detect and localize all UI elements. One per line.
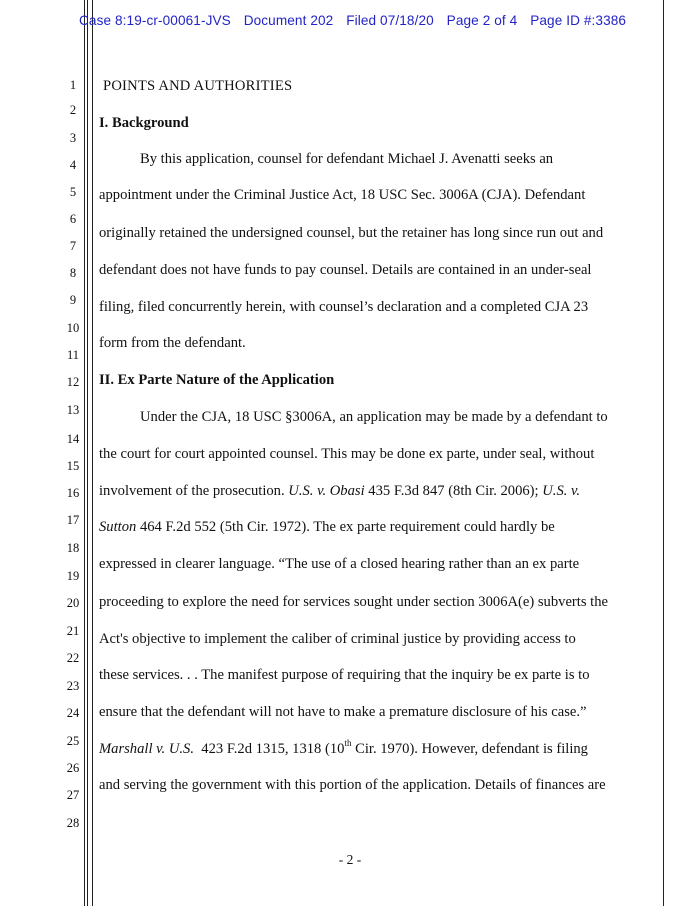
line-number: 23 bbox=[66, 679, 80, 693]
text-run: 464 F.2d 552 (5th Cir. 1972). The ex parte requirement could hardly be bbox=[136, 519, 555, 535]
line-number: 18 bbox=[66, 541, 80, 555]
text-run: Cir. 1970). However, defendant is filing bbox=[351, 741, 588, 757]
section-heading-ex-parte: II. Ex Parte Nature of the Application bbox=[99, 372, 335, 388]
line-number: 10 bbox=[66, 321, 80, 335]
line-number: 12 bbox=[66, 375, 80, 389]
paragraph-line: defendant does not have funds to pay counsel. Details are contained in an under-seal bbox=[99, 262, 592, 278]
line-number: 20 bbox=[66, 596, 80, 610]
paragraph-line: proceeding to explore the need for services sought under section 3006A(e) subverts the bbox=[99, 594, 608, 610]
line-number: 22 bbox=[66, 651, 80, 665]
paragraph-line: ensure that the defendant will not have to make a premature disclosure of his case.” bbox=[99, 704, 587, 720]
case-number: Case 8:19-cr-00061-JVS bbox=[79, 13, 231, 28]
document-title: POINTS AND AUTHORITIES bbox=[103, 78, 293, 94]
paragraph-line bbox=[99, 482, 580, 500]
paragraph-line: these services. . . The manifest purpose of requiring that the inquiry be ex parte is to bbox=[99, 667, 590, 683]
paragraph-line bbox=[99, 518, 555, 536]
text-run: 435 F.3d 847 (8th Cir. 2006); bbox=[364, 483, 543, 499]
paragraph-line: filing, filed concurrently herein, with counsel’s declaration and a completed CJA 23 bbox=[99, 299, 589, 315]
line-number: 16 bbox=[66, 486, 80, 500]
right-margin-rule bbox=[663, 0, 664, 906]
line-number: 21 bbox=[66, 624, 80, 638]
case-citation: U.S. v. bbox=[542, 483, 581, 499]
line-number: 28 bbox=[66, 816, 80, 830]
paragraph-line: Act's objective to implement the caliber of criminal justice by providing access to bbox=[99, 631, 576, 647]
line-number: 9 bbox=[69, 293, 77, 307]
text-run: involvement of the prosecution. bbox=[99, 483, 289, 499]
case-citation: Sutton bbox=[99, 519, 137, 535]
left-margin-rule-inner bbox=[87, 0, 88, 906]
line-number: 27 bbox=[66, 788, 80, 802]
line-number: 26 bbox=[66, 761, 80, 775]
left-margin-rule-text bbox=[92, 0, 93, 906]
page-count: Page 2 of 4 bbox=[446, 13, 518, 28]
line-number: 11 bbox=[66, 348, 80, 362]
paragraph-line: Under the CJA, 18 USC §3006A, an application may be made by a defendant to bbox=[140, 409, 608, 425]
line-number: 5 bbox=[69, 185, 77, 199]
left-margin-rule-outer bbox=[84, 0, 85, 906]
line-number: 13 bbox=[66, 403, 80, 417]
section-heading-background: I. Background bbox=[99, 115, 189, 131]
line-number: 19 bbox=[66, 569, 80, 583]
paragraph-line bbox=[99, 740, 588, 758]
paragraph-line: By this application, counsel for defendant Michael J. Avenatti seeks an bbox=[140, 151, 554, 167]
line-number: 1 bbox=[69, 78, 77, 92]
paragraph-line: the court for court appointed counsel. This may be done ex parte, under seal, without bbox=[99, 446, 595, 462]
page-number-footer: - 2 - bbox=[338, 852, 362, 867]
paragraph-line: form from the defendant. bbox=[99, 335, 246, 351]
line-number: 25 bbox=[66, 734, 80, 748]
line-number: 17 bbox=[66, 513, 80, 527]
document-number: Document 202 bbox=[243, 13, 334, 28]
line-number: 4 bbox=[69, 158, 77, 172]
line-number: 24 bbox=[66, 706, 80, 720]
line-number: 8 bbox=[69, 266, 77, 280]
ordinal-suffix: th bbox=[344, 738, 352, 749]
line-number: 7 bbox=[69, 239, 77, 253]
paragraph-line: appointment under the Criminal Justice Act, 18 USC Sec. 3006A (CJA). Defendant bbox=[99, 187, 586, 203]
line-number: 3 bbox=[69, 131, 77, 145]
line-number: 6 bbox=[69, 212, 77, 226]
paragraph-line: expressed in clearer language. “The use of a closed hearing rather than an ex parte bbox=[99, 556, 580, 572]
filed-date: Filed 07/18/20 bbox=[346, 13, 434, 28]
case-citation: Marshall v. U.S. bbox=[99, 741, 194, 757]
paragraph-line: and serving the government with this portion of the application. Details of finances are bbox=[99, 777, 606, 793]
case-citation: U.S. v. Obasi bbox=[288, 483, 365, 499]
line-number: 15 bbox=[66, 459, 80, 473]
line-number: 14 bbox=[66, 432, 80, 446]
filing-header bbox=[79, 13, 679, 28]
text-run: 423 F.2d 1315, 1318 (10 bbox=[194, 741, 345, 757]
paragraph-line: originally retained the undersigned counsel, but the retainer has long since run out and bbox=[99, 225, 604, 241]
line-number: 2 bbox=[69, 103, 77, 117]
page-id: Page ID #:3386 bbox=[530, 13, 627, 28]
